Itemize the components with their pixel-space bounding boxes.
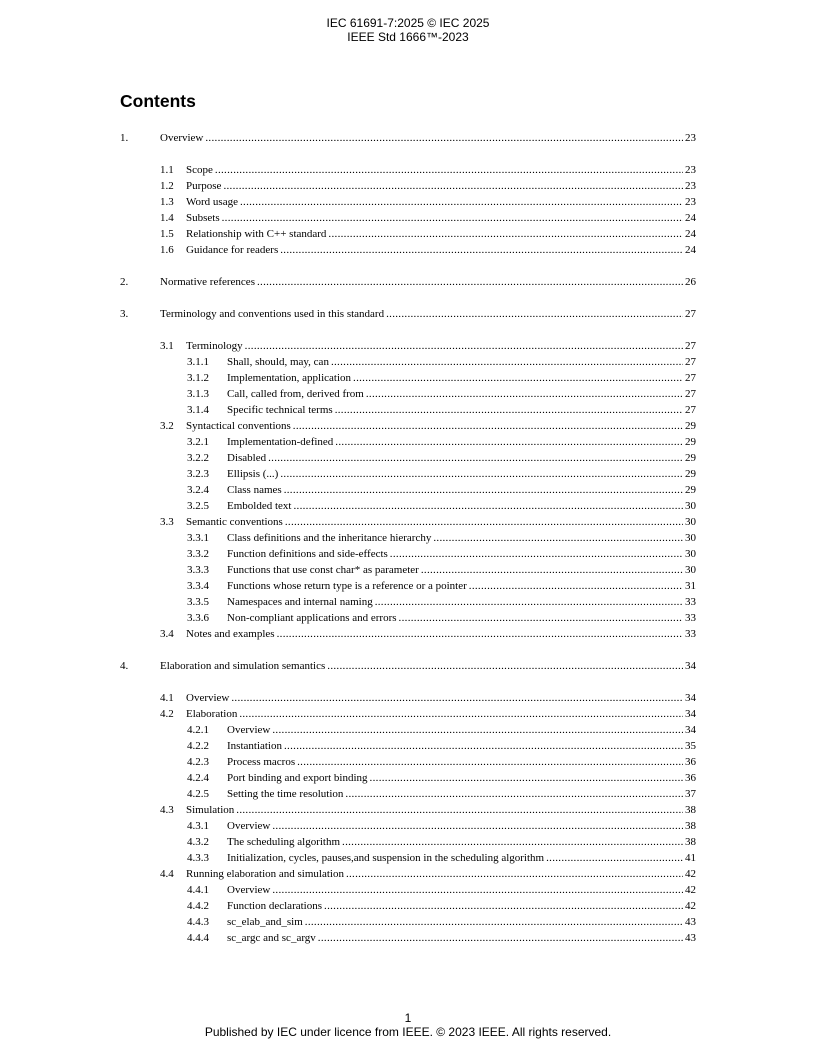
toc-entry-title: Non-compliant applications and errors (227, 612, 397, 624)
toc-entry-number: 4.2 (160, 708, 174, 720)
toc-entry[interactable] (187, 914, 696, 930)
toc-entry-page: 27 (685, 404, 696, 416)
header-standard-iec: IEC 61691-7:2025 © IEC 2025 (326, 16, 490, 30)
toc-entry-page: 29 (685, 452, 696, 464)
toc-entry-number: 3.3.6 (187, 612, 209, 624)
dot-leader (469, 578, 683, 594)
toc-entry[interactable] (160, 242, 696, 258)
toc-entry-page: 34 (685, 724, 696, 736)
toc-entry-title: Terminology and conventions used in this standard (160, 308, 385, 320)
dot-leader (240, 194, 683, 210)
toc-entry[interactable] (187, 594, 696, 610)
toc-entry-title: Purpose (186, 180, 222, 192)
toc-entry-number: 4.1 (160, 692, 174, 704)
toc-entry-page: 23 (685, 164, 696, 176)
dot-leader (245, 338, 683, 354)
toc-entry-number: 3.2.1 (187, 436, 209, 448)
dot-leader (223, 178, 683, 194)
dot-leader (268, 450, 683, 466)
toc-entry[interactable] (187, 578, 696, 594)
toc-entry[interactable] (160, 178, 696, 194)
toc-entry[interactable] (160, 514, 696, 530)
toc-entry-number: 3.3.1 (187, 532, 209, 544)
toc-entry-title: Relationship with C++ standard (186, 228, 327, 240)
toc-entry[interactable] (187, 386, 696, 402)
dot-leader (318, 930, 683, 946)
toc-entry-number: 3.2.5 (187, 500, 209, 512)
dot-leader (327, 658, 683, 674)
toc-entry-number: 4.2.1 (187, 724, 209, 736)
toc-entry-title: Overview (186, 692, 230, 704)
toc-entry-page: 33 (685, 628, 696, 640)
dot-leader (346, 866, 683, 882)
toc-entry[interactable] (187, 722, 696, 738)
toc-entry-number: 3. (120, 308, 129, 320)
dot-leader (370, 770, 683, 786)
toc-entry[interactable] (187, 738, 696, 754)
toc-entry-number: 3.3.3 (187, 564, 209, 576)
toc-entry-title: Functions whose return type is a reference or a pointer (227, 580, 467, 592)
toc-entry-page: 35 (685, 740, 696, 752)
toc-entry-page: 43 (685, 932, 696, 944)
toc-entry-page: 42 (685, 884, 696, 896)
toc-entry[interactable] (160, 690, 696, 706)
toc-entry-number: 3.2.2 (187, 452, 209, 464)
toc-entry-title: Call, called from, derived from (227, 388, 364, 400)
dot-leader (236, 802, 683, 818)
toc-entry[interactable] (187, 610, 696, 626)
toc-entry-page: 29 (685, 420, 696, 432)
dot-leader (293, 418, 683, 434)
toc-entry-title: Disabled (227, 452, 267, 464)
toc-entry-title: Subsets (186, 212, 220, 224)
toc-entry-number: 3.2.3 (187, 468, 209, 480)
toc-entry[interactable] (160, 226, 696, 242)
toc-entry[interactable] (160, 706, 696, 722)
toc-entry-title: Shall, should, may, can (227, 356, 329, 368)
toc-entry-page: 42 (685, 868, 696, 880)
toc-entry-page: 41 (685, 852, 696, 864)
dot-leader (272, 882, 683, 898)
toc-entry-page: 38 (685, 836, 696, 848)
toc-entry-number: 3.4 (160, 628, 174, 640)
toc-entry-page: 27 (685, 372, 696, 384)
toc-entry-number: 1.2 (160, 180, 174, 192)
dot-leader (215, 162, 683, 178)
toc-entry-page: 30 (685, 500, 696, 512)
dot-leader (375, 594, 683, 610)
toc-entry-page: 43 (685, 916, 696, 928)
toc-entry-page: 33 (685, 612, 696, 624)
dot-leader (331, 354, 683, 370)
dot-leader (222, 210, 683, 226)
toc-entry[interactable] (187, 354, 696, 370)
toc-entry[interactable] (120, 306, 696, 322)
toc-entry-number: 3.3.2 (187, 548, 209, 560)
dot-leader (342, 834, 683, 850)
footer-page-number: 1 (404, 1011, 412, 1025)
toc-entry[interactable] (187, 434, 696, 450)
toc-entry-page: 38 (685, 820, 696, 832)
toc-entry-title: Function declarations (227, 900, 323, 912)
toc-entry-title: Word usage (186, 196, 238, 208)
toc-entry[interactable] (187, 930, 696, 946)
toc-entry-page: 27 (685, 340, 696, 352)
toc-entry-page: 36 (685, 756, 696, 768)
toc-entry-page: 30 (685, 548, 696, 560)
toc-entry-page: 36 (685, 772, 696, 784)
toc-entry-title: Embolded text (227, 500, 292, 512)
toc-entry[interactable] (187, 770, 696, 786)
toc-entry-page: 33 (685, 596, 696, 608)
toc-entry-page: 30 (685, 564, 696, 576)
toc-entry-title: Overview (227, 884, 271, 896)
toc-entry-number: 4.4.2 (187, 900, 209, 912)
toc-entry-page: 29 (685, 484, 696, 496)
toc-entry-page: 27 (685, 388, 696, 400)
toc-entry-number: 4.2.5 (187, 788, 209, 800)
toc-entry-title: Functions that use const char* as parameter (227, 564, 419, 576)
toc-entry-number: 2. (120, 276, 129, 288)
toc-entry-title: Guidance for readers (186, 244, 279, 256)
dot-leader (285, 514, 683, 530)
toc-entry-title: Namespaces and internal naming (227, 596, 373, 608)
dot-leader (324, 898, 683, 914)
toc-entry-page: 30 (685, 516, 696, 528)
toc-entry[interactable] (120, 274, 696, 290)
toc-entry-number: 4.2.3 (187, 756, 209, 768)
toc-entry-title: Function definitions and side-effects (227, 548, 388, 560)
toc-entry-page: 34 (685, 660, 696, 672)
toc-entry[interactable] (187, 834, 696, 850)
toc-entry-number: 3.1.1 (187, 356, 209, 368)
toc-entry-number: 4.2.4 (187, 772, 209, 784)
dot-leader (335, 434, 683, 450)
toc-entry-page: 29 (685, 436, 696, 448)
toc-entry-number: 3.3.4 (187, 580, 209, 592)
toc-entry-title: Syntactical conventions (186, 420, 291, 432)
toc-entry-title: Overview (227, 820, 271, 832)
toc-entry-title: Process macros (227, 756, 296, 768)
toc-entry-title: Initialization, cycles, pauses,and suspension in the scheduling algorithm (227, 852, 545, 864)
dot-leader (546, 850, 683, 866)
dot-leader (386, 306, 683, 322)
toc-entry-number: 4.4 (160, 868, 174, 880)
toc-entry-title: sc_elab_and_sim (227, 916, 303, 928)
toc-entry-title: Terminology (186, 340, 243, 352)
dot-leader (353, 370, 683, 386)
toc-entry-number: 3.2.4 (187, 484, 209, 496)
dot-leader (239, 706, 683, 722)
toc-entry[interactable] (160, 626, 696, 642)
toc-entry[interactable] (120, 130, 696, 146)
toc-entry[interactable] (187, 818, 696, 834)
dot-leader (345, 786, 683, 802)
toc-entry-number: 4.4.4 (187, 932, 209, 944)
toc-entry-title: Notes and examples (186, 628, 275, 640)
dot-leader (257, 274, 683, 290)
toc-entry-number: 1.1 (160, 164, 174, 176)
toc-entry-page: 23 (685, 196, 696, 208)
toc-entry-number: 4.4.1 (187, 884, 209, 896)
dot-leader (280, 242, 683, 258)
toc-entry-number: 4. (120, 660, 129, 672)
toc-entry-title: Setting the time resolution (227, 788, 344, 800)
toc-entry-number: 3.1.2 (187, 372, 209, 384)
toc-entry-title: Specific technical terms (227, 404, 333, 416)
toc-entry-title: Implementation, application (227, 372, 352, 384)
dot-leader (390, 546, 683, 562)
toc-entry[interactable] (187, 754, 696, 770)
toc-entry-title: Normative references (160, 276, 255, 288)
dot-leader (399, 610, 683, 626)
toc-entry-page: 34 (685, 708, 696, 720)
toc-entry-title: Elaboration and simulation semantics (160, 660, 326, 672)
toc-entry[interactable] (160, 418, 696, 434)
toc-entry-number: 4.3 (160, 804, 174, 816)
toc-entry-number: 3.1 (160, 340, 174, 352)
toc-entry[interactable] (187, 450, 696, 466)
toc-entry-page: 34 (685, 692, 696, 704)
toc-entry-title: Simulation (186, 804, 235, 816)
toc-entry-title: Overview (227, 724, 271, 736)
toc-entry-page: 38 (685, 804, 696, 816)
dot-leader (335, 402, 683, 418)
page-title: Contents (120, 91, 196, 111)
toc-entry[interactable] (187, 898, 696, 914)
toc-entry[interactable] (187, 530, 696, 546)
toc-entry[interactable] (187, 546, 696, 562)
dot-leader (297, 754, 683, 770)
toc-entry-number: 1.3 (160, 196, 174, 208)
dot-leader (433, 530, 683, 546)
toc-entry[interactable] (120, 658, 696, 674)
toc-entry-page: 37 (685, 788, 696, 800)
header-standard-ieee: IEEE Std 1666™-2023 (347, 30, 469, 44)
toc-entry[interactable] (187, 482, 696, 498)
footer-copyright-notice: Published by IEC under licence from IEEE. © 2023 IEEE. All rights reserved. (204, 1025, 612, 1039)
toc-entry-title: Class definitions and the inheritance hierarchy (227, 532, 432, 544)
toc-entry-page: 42 (685, 900, 696, 912)
toc-entry[interactable] (187, 882, 696, 898)
toc-entry[interactable] (160, 866, 696, 882)
toc-entry[interactable] (187, 786, 696, 802)
toc-entry-page: 24 (685, 212, 696, 224)
toc-entry-page: 24 (685, 244, 696, 256)
toc-entry-number: 3.3.5 (187, 596, 209, 608)
dot-leader (421, 562, 683, 578)
toc-entry-number: 4.3.1 (187, 820, 209, 832)
toc-entry-page: 23 (685, 132, 696, 144)
toc-entry-title: Overview (160, 132, 204, 144)
toc-entry-number: 1.4 (160, 212, 174, 224)
dot-leader (272, 818, 683, 834)
toc-entry-title: Instantiation (227, 740, 282, 752)
dot-leader (284, 738, 683, 754)
dot-leader (205, 130, 683, 146)
dot-leader (328, 226, 683, 242)
toc-entry[interactable] (187, 850, 696, 866)
toc-entry-title: Elaboration (186, 708, 238, 720)
toc-entry[interactable] (160, 802, 696, 818)
toc-entry-page: 27 (685, 356, 696, 368)
dot-leader (277, 626, 683, 642)
dot-leader (284, 482, 683, 498)
toc-entry-number: 4.3.3 (187, 852, 209, 864)
toc-entry-number: 3.1.3 (187, 388, 209, 400)
dot-leader (231, 690, 683, 706)
toc-entry-number: 1. (120, 132, 129, 144)
dot-leader (366, 386, 683, 402)
toc-entry[interactable] (187, 562, 696, 578)
dot-leader (293, 498, 683, 514)
dot-leader (280, 466, 683, 482)
toc-entry-title: Semantic conventions (186, 516, 283, 528)
toc-entry-number: 4.3.2 (187, 836, 209, 848)
toc-entry-title: Class names (227, 484, 282, 496)
dot-leader (305, 914, 683, 930)
toc-entry-number: 4.4.3 (187, 916, 209, 928)
toc-entry-page: 31 (685, 580, 696, 592)
toc-entry-title: The scheduling algorithm (227, 836, 341, 848)
dot-leader (272, 722, 683, 738)
toc-entry-page: 29 (685, 468, 696, 480)
toc-entry-number: 4.2.2 (187, 740, 209, 752)
toc-entry-title: Scope (186, 164, 213, 176)
toc-entry[interactable] (187, 498, 696, 514)
toc-entry[interactable] (187, 402, 696, 418)
toc-entry[interactable] (160, 194, 696, 210)
toc-entry-title: Port binding and export binding (227, 772, 368, 784)
toc-entry-number: 1.5 (160, 228, 174, 240)
toc-entry-title: sc_argc and sc_argv (227, 932, 316, 944)
toc-entry-page: 27 (685, 308, 696, 320)
toc-entry[interactable] (160, 338, 696, 354)
toc-entry[interactable] (160, 210, 696, 226)
toc-entry-title: Ellipsis (...) (227, 468, 279, 480)
toc-entry-page: 30 (685, 532, 696, 544)
toc-entry-number: 3.3 (160, 516, 174, 528)
toc-entry[interactable] (187, 466, 696, 482)
toc-entry-number: 3.1.4 (187, 404, 209, 416)
toc-entry-page: 26 (685, 276, 696, 288)
toc-entry-title: Implementation-defined (227, 436, 334, 448)
toc-entry-page: 24 (685, 228, 696, 240)
toc-entry[interactable] (187, 370, 696, 386)
toc-entry-number: 1.6 (160, 244, 174, 256)
toc-entry-number: 3.2 (160, 420, 174, 432)
toc-entry-title: Running elaboration and simulation (186, 868, 344, 880)
toc-entry[interactable] (160, 162, 696, 178)
toc-entry-page: 23 (685, 180, 696, 192)
